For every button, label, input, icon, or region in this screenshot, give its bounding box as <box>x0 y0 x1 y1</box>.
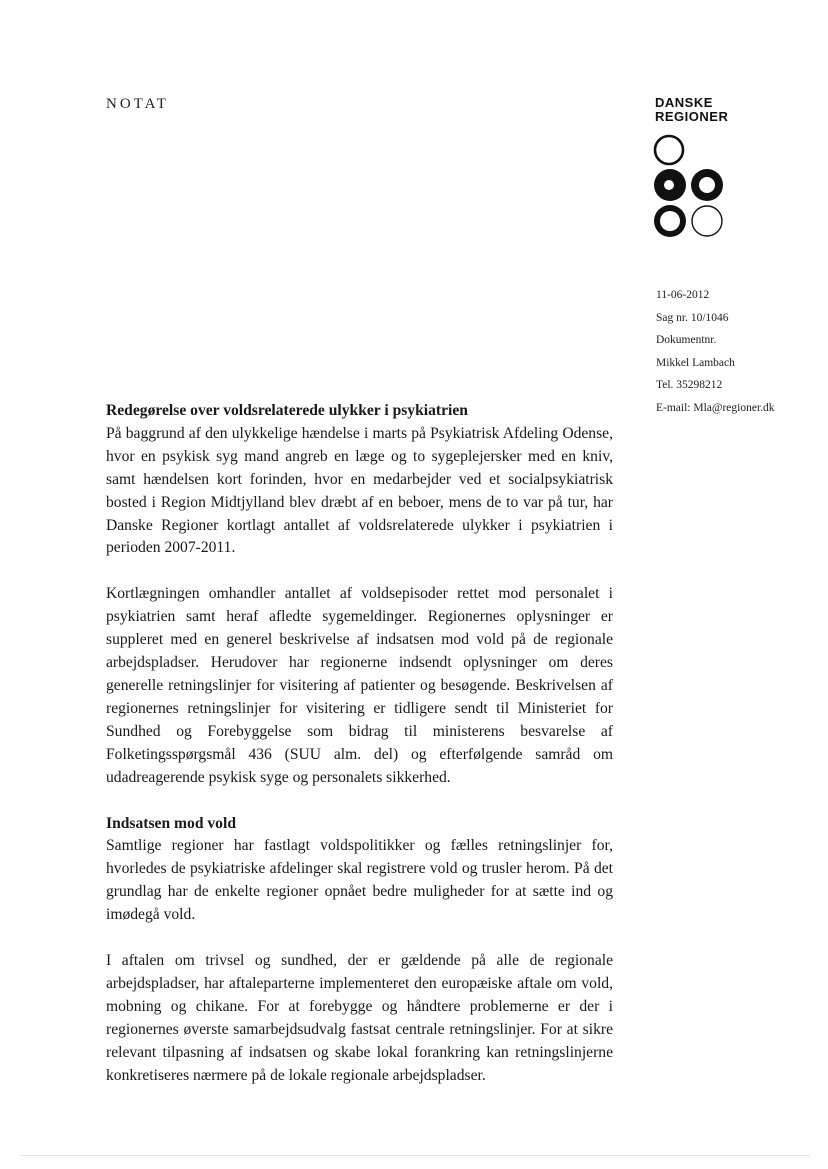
body-paragraph: Kortlægningen omhandler antallet af voldsepisoder rettet mod personalet i psykiatrien samt heraf afledte sygemeldinger. Regionernes oplysninger er suppleret med en generel beskrivelse af indsatsen mod vold på de regionale arbejdspladser. Herudover har regionerne indsendt oplysninger om deres generelle retningslinjer for visitering af patienter og besøgende. Beskrivelsen af regionernes retningslinjer for visitering er tidligere sendt til Ministeriet for Sundhed og Forebyggelse som bidrag til ministerens besvarelse af Folketingsspørgsmål 436 (SUU alm. del) og efterfølgende samråd om udadreagerende psykisk syge og personalets sikkerhed. <box>106 585 613 786</box>
body-paragraph: På baggrund af den ulykkelige hændelse i marts på Psykiatrisk Afdeling Odense, hvor en psykisk syg mand angreb en læge og to sygeplejersker med en kniv, samt hændelsen kort forinden, hvor en medarbejder ved et socialpsykiatrisk bosted i Region Midtjylland blev dræbt af en beboer, mens de to var på tur, har Danske Regioner kortlagt antallet af voldsrelaterede ulykker i psykiatrien i perioden 2007-2011. <box>106 424 613 557</box>
meta-author: Mikkel Lambach <box>656 356 735 369</box>
meta-date: 11-06-2012 <box>656 289 710 301</box>
logo-line-1: DANSKE <box>655 95 713 110</box>
meta-document-number: Dokumentnr. <box>656 334 717 346</box>
logo-line-2: REGIONER <box>655 109 729 124</box>
meta-email: E-mail: Mla@regioner.dk <box>656 401 775 414</box>
body-paragraph: Samtlige regioner har fastlagt voldspolitikker og fælles retningslinjer for, hvorledes de psykiatriske afdelinger skal registrere vold og trusler herom. På det grundlag har de enkelte regioner opnået bedre muligheder for at sætte ind og imødegå vold. <box>106 837 613 924</box>
page-bottom-divider <box>20 1155 810 1156</box>
document-body <box>106 400 613 1087</box>
logo-circle-thin-outline <box>692 206 722 236</box>
logo-circle-ring-hole-bottom <box>660 211 680 231</box>
organization-logo-text <box>655 96 728 124</box>
meta-case-number: Sag nr. 10/1046 <box>656 311 729 324</box>
section-heading: Redegørelse over voldsrelaterede ulykker i psykiatrien <box>106 402 468 419</box>
document-type-label: NOTAT <box>106 96 169 112</box>
logo-circle-outline-top <box>655 136 683 164</box>
meta-phone: Tel. 35298212 <box>656 379 723 391</box>
organization-logo-icon <box>653 133 729 241</box>
logo-circle-ring-hole <box>699 177 715 193</box>
section-heading: Indsatsen mod vold <box>106 814 236 832</box>
body-paragraph: I aftalen om trivsel og sundhed, der er gældende på alle de regionale arbejdspladser, har aftaleparterne implementeret den europæiske aftale om vold, mobning og chikane. For at forebygge og håndtere problemerne er der i regionernes øverste samarbejdsudvalg fastsat centrale retningslinjer. For at sikre relevant tilpasning af indsatsen og skabe lokal forankring kan retningslinjerne konkretiseres nærmere på de lokale regionale arbejdspladser. <box>106 952 613 1084</box>
logo-circle-dot <box>664 180 674 190</box>
document-metadata <box>656 284 775 419</box>
